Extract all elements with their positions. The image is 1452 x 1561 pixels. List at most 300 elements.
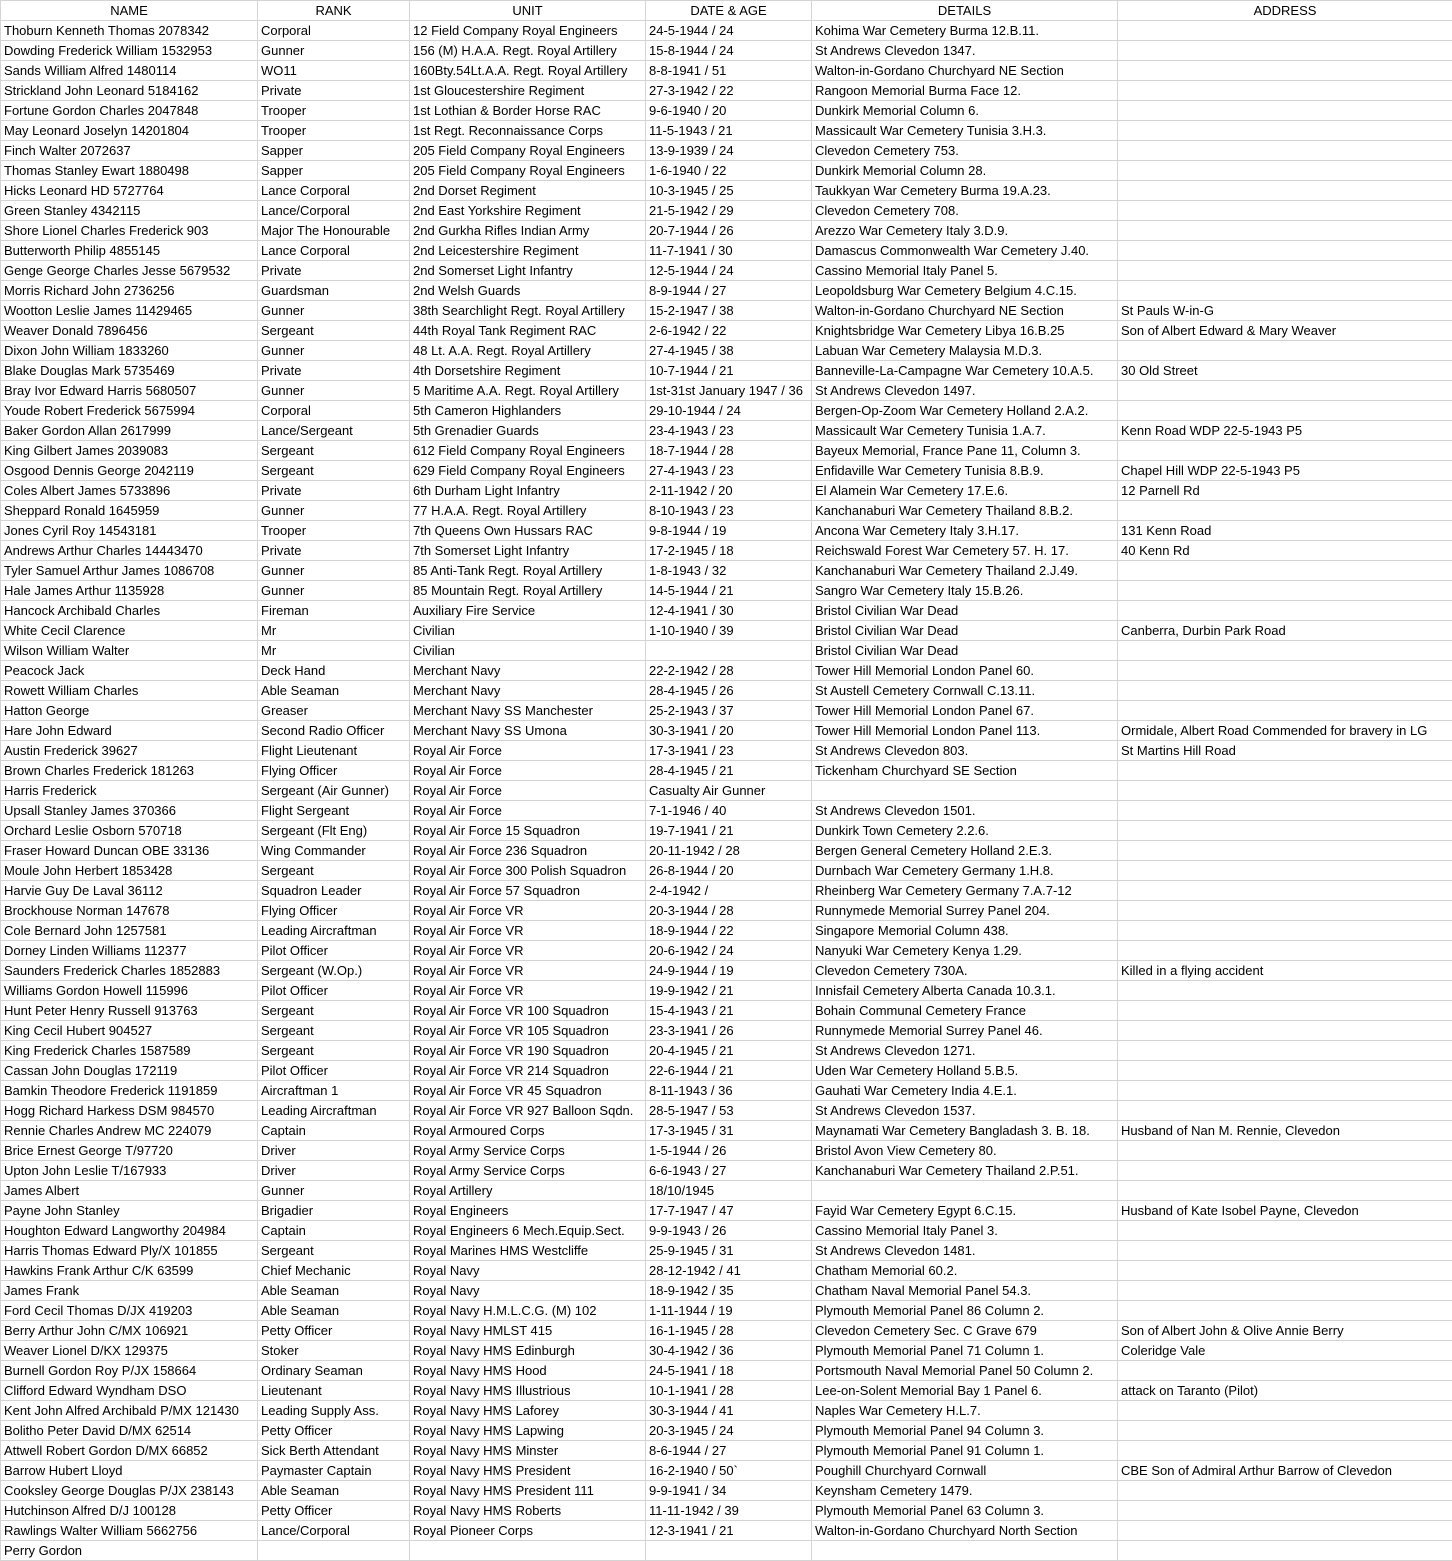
- cell-name[interactable]: Brown Charles Frederick 181263: [1, 761, 258, 781]
- cell-address[interactable]: [1118, 1261, 1452, 1281]
- cell-address[interactable]: [1118, 221, 1452, 241]
- cell-details[interactable]: Ancona War Cemetery Italy 3.H.17.: [812, 521, 1118, 541]
- cell-unit[interactable]: Royal Air Force: [410, 801, 646, 821]
- cell-name[interactable]: Bolitho Peter David D/MX 62514: [1, 1421, 258, 1441]
- cell-rank[interactable]: Aircraftman 1: [258, 1081, 410, 1101]
- cell-unit[interactable]: Royal Air Force: [410, 761, 646, 781]
- cell-rank[interactable]: Gunner: [258, 561, 410, 581]
- cell-rank[interactable]: Second Radio Officer: [258, 721, 410, 741]
- cell-details[interactable]: Clevedon Cemetery 730A.: [812, 961, 1118, 981]
- cell-details[interactable]: St Andrews Clevedon 1497.: [812, 381, 1118, 401]
- cell-rank[interactable]: Lance/Corporal: [258, 201, 410, 221]
- cell-rank[interactable]: Chief Mechanic: [258, 1261, 410, 1281]
- cell-unit[interactable]: Royal Navy H.M.L.C.G. (M) 102: [410, 1301, 646, 1321]
- cell-rank[interactable]: Leading Aircraftman: [258, 921, 410, 941]
- cell-address[interactable]: [1118, 441, 1452, 461]
- cell-name[interactable]: Burnell Gordon Roy P/JX 158664: [1, 1361, 258, 1381]
- cell-address[interactable]: [1118, 801, 1452, 821]
- cell-details[interactable]: Kohima War Cemetery Burma 12.B.11.: [812, 21, 1118, 41]
- cell-rank[interactable]: Lance/Corporal: [258, 1521, 410, 1541]
- cell-details[interactable]: Tickenham Churchyard SE Section: [812, 761, 1118, 781]
- cell-name[interactable]: Upton John Leslie T/167933: [1, 1161, 258, 1181]
- cell-details[interactable]: Dunkirk Memorial Column 28.: [812, 161, 1118, 181]
- cell-date-age[interactable]: 1-6-1940 / 22: [646, 161, 812, 181]
- cell-rank[interactable]: Paymaster Captain: [258, 1461, 410, 1481]
- cell-address[interactable]: [1118, 1081, 1452, 1101]
- cell-rank[interactable]: Major The Honourable: [258, 221, 410, 241]
- cell-details[interactable]: Maynamati War Cemetery Bangladash 3. B. 18.: [812, 1121, 1118, 1141]
- cell-date-age[interactable]: 19-9-1942 / 21: [646, 981, 812, 1001]
- cell-date-age[interactable]: Casualty Air Gunner: [646, 781, 812, 801]
- cell-date-age[interactable]: 2-11-1942 / 20: [646, 481, 812, 501]
- cell-address[interactable]: [1118, 1021, 1452, 1041]
- cell-date-age[interactable]: 14-5-1944 / 21: [646, 581, 812, 601]
- cell-address[interactable]: [1118, 1541, 1452, 1561]
- cell-details[interactable]: [812, 781, 1118, 801]
- cell-rank[interactable]: Flight Sergeant: [258, 801, 410, 821]
- cell-address[interactable]: Coleridge Vale: [1118, 1341, 1452, 1361]
- cell-address[interactable]: [1118, 1101, 1452, 1121]
- cell-date-age[interactable]: [646, 1541, 812, 1561]
- cell-details[interactable]: [812, 1181, 1118, 1201]
- cell-address[interactable]: [1118, 1221, 1452, 1241]
- cell-details[interactable]: Tower Hill Memorial London Panel 60.: [812, 661, 1118, 681]
- cell-address[interactable]: [1118, 881, 1452, 901]
- cell-date-age[interactable]: 16-1-1945 / 28: [646, 1321, 812, 1341]
- cell-details[interactable]: Walton-in-Gordano Churchyard NE Section: [812, 301, 1118, 321]
- cell-name[interactable]: James Albert: [1, 1181, 258, 1201]
- cell-date-age[interactable]: 1-11-1944 / 19: [646, 1301, 812, 1321]
- cell-name[interactable]: Rawlings Walter William 5662756: [1, 1521, 258, 1541]
- cell-unit[interactable]: Royal Army Service Corps: [410, 1161, 646, 1181]
- cell-rank[interactable]: Flying Officer: [258, 761, 410, 781]
- cell-date-age[interactable]: 28-5-1947 / 53: [646, 1101, 812, 1121]
- cell-date-age[interactable]: 1-8-1943 / 32: [646, 561, 812, 581]
- cell-name[interactable]: Houghton Edward Langworthy 204984: [1, 1221, 258, 1241]
- cell-unit[interactable]: 7th Somerset Light Infantry: [410, 541, 646, 561]
- cell-address[interactable]: 30 Old Street: [1118, 361, 1452, 381]
- cell-address[interactable]: [1118, 201, 1452, 221]
- cell-details[interactable]: [812, 1541, 1118, 1561]
- cell-details[interactable]: St Andrews Clevedon 1347.: [812, 41, 1118, 61]
- cell-address[interactable]: [1118, 101, 1452, 121]
- cell-date-age[interactable]: 10-1-1941 / 28: [646, 1381, 812, 1401]
- cell-rank[interactable]: Sergeant (W.Op.): [258, 961, 410, 981]
- cell-name[interactable]: Bray Ivor Edward Harris 5680507: [1, 381, 258, 401]
- cell-name[interactable]: Clifford Edward Wyndham DSO: [1, 1381, 258, 1401]
- cell-name[interactable]: Ford Cecil Thomas D/JX 419203: [1, 1301, 258, 1321]
- cell-unit[interactable]: Royal Air Force VR: [410, 961, 646, 981]
- cell-date-age[interactable]: 19-7-1941 / 21: [646, 821, 812, 841]
- cell-unit[interactable]: Auxiliary Fire Service: [410, 601, 646, 621]
- cell-rank[interactable]: Gunner: [258, 1181, 410, 1201]
- cell-name[interactable]: Coles Albert James 5733896: [1, 481, 258, 501]
- cell-details[interactable]: Runnymede Memorial Surrey Panel 46.: [812, 1021, 1118, 1041]
- cell-rank[interactable]: Leading Aircraftman: [258, 1101, 410, 1121]
- cell-unit[interactable]: Royal Navy HMS Laforey: [410, 1401, 646, 1421]
- cell-unit[interactable]: Royal Marines HMS Westcliffe: [410, 1241, 646, 1261]
- cell-name[interactable]: Shore Lionel Charles Frederick 903: [1, 221, 258, 241]
- cell-name[interactable]: Sheppard Ronald 1645959: [1, 501, 258, 521]
- cell-unit[interactable]: Civilian: [410, 641, 646, 661]
- cell-date-age[interactable]: 23-3-1941 / 26: [646, 1021, 812, 1041]
- cell-details[interactable]: St Austell Cemetery Cornwall C.13.11.: [812, 681, 1118, 701]
- cell-unit[interactable]: Royal Air Force VR: [410, 981, 646, 1001]
- cell-rank[interactable]: Sergeant: [258, 441, 410, 461]
- cell-rank[interactable]: Private: [258, 481, 410, 501]
- cell-address[interactable]: [1118, 281, 1452, 301]
- cell-date-age[interactable]: 11-11-1942 / 39: [646, 1501, 812, 1521]
- cell-name[interactable]: Rowett William Charles: [1, 681, 258, 701]
- cell-rank[interactable]: WO11: [258, 61, 410, 81]
- cell-name[interactable]: Hawkins Frank Arthur C/K 63599: [1, 1261, 258, 1281]
- cell-date-age[interactable]: 1st-31st January 1947 / 36: [646, 381, 812, 401]
- cell-details[interactable]: Walton-in-Gordano Churchyard North Section: [812, 1521, 1118, 1541]
- column-header-rank[interactable]: RANK: [258, 1, 410, 21]
- cell-rank[interactable]: Gunner: [258, 381, 410, 401]
- cell-date-age[interactable]: 27-4-1943 / 23: [646, 461, 812, 481]
- cell-date-age[interactable]: 8-8-1941 / 51: [646, 61, 812, 81]
- cell-unit[interactable]: Merchant Navy SS Umona: [410, 721, 646, 741]
- cell-name[interactable]: Harvie Guy De Laval 36112: [1, 881, 258, 901]
- cell-unit[interactable]: 2nd Dorset Regiment: [410, 181, 646, 201]
- cell-details[interactable]: Kanchanaburi War Cemetery Thailand 2.J.49.: [812, 561, 1118, 581]
- cell-date-age[interactable]: 9-8-1944 / 19: [646, 521, 812, 541]
- cell-unit[interactable]: 48 Lt. A.A. Regt. Royal Artillery: [410, 341, 646, 361]
- cell-date-age[interactable]: 9-6-1940 / 20: [646, 101, 812, 121]
- cell-rank[interactable]: Captain: [258, 1221, 410, 1241]
- cell-details[interactable]: Leopoldsburg War Cemetery Belgium 4.C.15.: [812, 281, 1118, 301]
- cell-date-age[interactable]: 7-1-1946 / 40: [646, 801, 812, 821]
- cell-date-age[interactable]: 9-9-1941 / 34: [646, 1481, 812, 1501]
- cell-unit[interactable]: 2nd Gurkha Rifles Indian Army: [410, 221, 646, 241]
- cell-details[interactable]: Keynsham Cemetery 1479.: [812, 1481, 1118, 1501]
- cell-name[interactable]: Weaver Lionel D/KX 129375: [1, 1341, 258, 1361]
- cell-name[interactable]: Saunders Frederick Charles 1852883: [1, 961, 258, 981]
- cell-name[interactable]: Peacock Jack: [1, 661, 258, 681]
- cell-unit[interactable]: Royal Navy HMS Roberts: [410, 1501, 646, 1521]
- cell-address[interactable]: 40 Kenn Rd: [1118, 541, 1452, 561]
- cell-address[interactable]: [1118, 1061, 1452, 1081]
- cell-rank[interactable]: Sergeant: [258, 1021, 410, 1041]
- cell-details[interactable]: St Andrews Clevedon 1481.: [812, 1241, 1118, 1261]
- cell-address[interactable]: Son of Albert John & Olive Annie Berry: [1118, 1321, 1452, 1341]
- cell-date-age[interactable]: 22-2-1942 / 28: [646, 661, 812, 681]
- cell-address[interactable]: [1118, 661, 1452, 681]
- cell-details[interactable]: Lee-on-Solent Memorial Bay 1 Panel 6.: [812, 1381, 1118, 1401]
- cell-details[interactable]: St Andrews Clevedon 803.: [812, 741, 1118, 761]
- cell-date-age[interactable]: 20-11-1942 / 28: [646, 841, 812, 861]
- cell-unit[interactable]: Royal Air Force 300 Polish Squadron: [410, 861, 646, 881]
- cell-rank[interactable]: Leading Supply Ass.: [258, 1401, 410, 1421]
- cell-unit[interactable]: 2nd Somerset Light Infantry: [410, 261, 646, 281]
- cell-date-age[interactable]: 20-3-1944 / 28: [646, 901, 812, 921]
- cell-rank[interactable]: Petty Officer: [258, 1501, 410, 1521]
- cell-name[interactable]: Hare John Edward: [1, 721, 258, 741]
- cell-name[interactable]: King Cecil Hubert 904527: [1, 1021, 258, 1041]
- cell-details[interactable]: Tower Hill Memorial London Panel 67.: [812, 701, 1118, 721]
- cell-unit[interactable]: Royal Navy HMS President: [410, 1461, 646, 1481]
- cell-name[interactable]: Sands William Alfred 1480114: [1, 61, 258, 81]
- cell-date-age[interactable]: 17-3-1941 / 23: [646, 741, 812, 761]
- cell-unit[interactable]: 12 Field Company Royal Engineers: [410, 21, 646, 41]
- cell-date-age[interactable]: 20-7-1944 / 26: [646, 221, 812, 241]
- cell-rank[interactable]: Trooper: [258, 121, 410, 141]
- cell-details[interactable]: Rheinberg War Cemetery Germany 7.A.7-12: [812, 881, 1118, 901]
- cell-details[interactable]: Knightsbridge War Cemetery Libya 16.B.25: [812, 321, 1118, 341]
- cell-address[interactable]: [1118, 241, 1452, 261]
- cell-name[interactable]: Payne John Stanley: [1, 1201, 258, 1221]
- cell-address[interactable]: [1118, 921, 1452, 941]
- cell-date-age[interactable]: 28-4-1945 / 21: [646, 761, 812, 781]
- cell-details[interactable]: Bergen General Cemetery Holland 2.E.3.: [812, 841, 1118, 861]
- cell-unit[interactable]: Royal Air Force: [410, 781, 646, 801]
- cell-date-age[interactable]: 23-4-1943 / 23: [646, 421, 812, 441]
- cell-unit[interactable]: Royal Air Force: [410, 741, 646, 761]
- cell-address[interactable]: [1118, 581, 1452, 601]
- cell-name[interactable]: Orchard Leslie Osborn 570718: [1, 821, 258, 841]
- cell-rank[interactable]: Corporal: [258, 401, 410, 421]
- cell-rank[interactable]: Able Seaman: [258, 1281, 410, 1301]
- cell-rank[interactable]: Gunner: [258, 341, 410, 361]
- cell-rank[interactable]: Able Seaman: [258, 1481, 410, 1501]
- cell-unit[interactable]: Royal Navy HMS Minster: [410, 1441, 646, 1461]
- cell-unit[interactable]: [410, 1541, 646, 1561]
- cell-unit[interactable]: 1st Regt. Reconnaissance Corps: [410, 121, 646, 141]
- cell-details[interactable]: Cassino Memorial Italy Panel 3.: [812, 1221, 1118, 1241]
- cell-address[interactable]: [1118, 41, 1452, 61]
- cell-details[interactable]: Bayeux Memorial, France Pane 11, Column 3.: [812, 441, 1118, 461]
- cell-address[interactable]: [1118, 121, 1452, 141]
- cell-date-age[interactable]: 22-6-1944 / 21: [646, 1061, 812, 1081]
- cell-rank[interactable]: Petty Officer: [258, 1421, 410, 1441]
- cell-unit[interactable]: Royal Air Force VR 105 Squadron: [410, 1021, 646, 1041]
- cell-date-age[interactable]: 17-2-1945 / 18: [646, 541, 812, 561]
- cell-date-age[interactable]: 24-9-1944 / 19: [646, 961, 812, 981]
- cell-address[interactable]: [1118, 341, 1452, 361]
- cell-date-age[interactable]: 30-3-1944 / 41: [646, 1401, 812, 1421]
- cell-unit[interactable]: Merchant Navy: [410, 681, 646, 701]
- cell-address[interactable]: [1118, 1521, 1452, 1541]
- cell-address[interactable]: Husband of Nan M. Rennie, Clevedon: [1118, 1121, 1452, 1141]
- cell-name[interactable]: Kent John Alfred Archibald P/MX 121430: [1, 1401, 258, 1421]
- cell-address[interactable]: St Pauls W-in-G: [1118, 301, 1452, 321]
- cell-rank[interactable]: Pilot Officer: [258, 1061, 410, 1081]
- column-header-address[interactable]: ADDRESS: [1118, 1, 1452, 21]
- cell-name[interactable]: Genge George Charles Jesse 5679532: [1, 261, 258, 281]
- cell-details[interactable]: Bristol Civilian War Dead: [812, 641, 1118, 661]
- cell-name[interactable]: Dowding Frederick William 1532953: [1, 41, 258, 61]
- cell-name[interactable]: Barrow Hubert Lloyd: [1, 1461, 258, 1481]
- cell-unit[interactable]: 5th Grenadier Guards: [410, 421, 646, 441]
- cell-date-age[interactable]: 6-6-1943 / 27: [646, 1161, 812, 1181]
- cell-name[interactable]: Morris Richard John 2736256: [1, 281, 258, 301]
- cell-date-age[interactable]: 9-9-1943 / 26: [646, 1221, 812, 1241]
- cell-details[interactable]: Rangoon Memorial Burma Face 12.: [812, 81, 1118, 101]
- cell-address[interactable]: [1118, 1241, 1452, 1261]
- cell-rank[interactable]: Sergeant: [258, 321, 410, 341]
- cell-address[interactable]: [1118, 761, 1452, 781]
- cell-unit[interactable]: Royal Navy HMS Illustrious: [410, 1381, 646, 1401]
- cell-unit[interactable]: 5th Cameron Highlanders: [410, 401, 646, 421]
- cell-address[interactable]: [1118, 1301, 1452, 1321]
- cell-name[interactable]: Moule John Herbert 1853428: [1, 861, 258, 881]
- cell-rank[interactable]: Petty Officer: [258, 1321, 410, 1341]
- cell-date-age[interactable]: 26-8-1944 / 20: [646, 861, 812, 881]
- cell-address[interactable]: [1118, 181, 1452, 201]
- cell-name[interactable]: Strickland John Leonard 5184162: [1, 81, 258, 101]
- cell-details[interactable]: Chatham Memorial 60.2.: [812, 1261, 1118, 1281]
- cell-name[interactable]: Upsall Stanley James 370366: [1, 801, 258, 821]
- cell-address[interactable]: [1118, 841, 1452, 861]
- cell-address[interactable]: Canberra, Durbin Park Road: [1118, 621, 1452, 641]
- cell-rank[interactable]: Pilot Officer: [258, 981, 410, 1001]
- cell-date-age[interactable]: 18-9-1942 / 35: [646, 1281, 812, 1301]
- cell-details[interactable]: Dunkirk Memorial Column 6.: [812, 101, 1118, 121]
- cell-address[interactable]: [1118, 161, 1452, 181]
- cell-date-age[interactable]: 8-6-1944 / 27: [646, 1441, 812, 1461]
- cell-name[interactable]: Dorney Linden Williams 112377: [1, 941, 258, 961]
- cell-name[interactable]: Cole Bernard John 1257581: [1, 921, 258, 941]
- cell-name[interactable]: Hunt Peter Henry Russell 913763: [1, 1001, 258, 1021]
- cell-details[interactable]: Portsmouth Naval Memorial Panel 50 Column 2.: [812, 1361, 1118, 1381]
- cell-details[interactable]: Plymouth Memorial Panel 86 Column 2.: [812, 1301, 1118, 1321]
- cell-name[interactable]: Wootton Leslie James 11429465: [1, 301, 258, 321]
- cell-date-age[interactable]: 18-7-1944 / 28: [646, 441, 812, 461]
- cell-unit[interactable]: 6th Durham Light Infantry: [410, 481, 646, 501]
- cell-details[interactable]: Dunkirk Town Cemetery 2.2.6.: [812, 821, 1118, 841]
- cell-rank[interactable]: Flight Lieutenant: [258, 741, 410, 761]
- cell-rank[interactable]: Lieutenant: [258, 1381, 410, 1401]
- cell-details[interactable]: Damascus Commonwealth War Cemetery J.40.: [812, 241, 1118, 261]
- cell-details[interactable]: Gauhati War Cemetery India 4.E.1.: [812, 1081, 1118, 1101]
- cell-name[interactable]: Baker Gordon Allan 2617999: [1, 421, 258, 441]
- cell-name[interactable]: Bamkin Theodore Frederick 1191859: [1, 1081, 258, 1101]
- cell-rank[interactable]: Sapper: [258, 141, 410, 161]
- cell-unit[interactable]: Royal Navy HMLST 415: [410, 1321, 646, 1341]
- cell-name[interactable]: Cassan John Douglas 172119: [1, 1061, 258, 1081]
- cell-rank[interactable]: Greaser: [258, 701, 410, 721]
- cell-unit[interactable]: 7th Queens Own Hussars RAC: [410, 521, 646, 541]
- cell-date-age[interactable]: 2-6-1942 / 22: [646, 321, 812, 341]
- cell-unit[interactable]: Merchant Navy: [410, 661, 646, 681]
- cell-unit[interactable]: 629 Field Company Royal Engineers: [410, 461, 646, 481]
- cell-rank[interactable]: Gunner: [258, 501, 410, 521]
- cell-date-age[interactable]: 25-9-1945 / 31: [646, 1241, 812, 1261]
- cell-rank[interactable]: Trooper: [258, 101, 410, 121]
- cell-details[interactable]: Durnbach War Cemetery Germany 1.H.8.: [812, 861, 1118, 881]
- cell-details[interactable]: Walton-in-Gordano Churchyard NE Section: [812, 61, 1118, 81]
- cell-name[interactable]: Thomas Stanley Ewart 1880498: [1, 161, 258, 181]
- cell-name[interactable]: Jones Cyril Roy 14543181: [1, 521, 258, 541]
- cell-details[interactable]: Bristol Civilian War Dead: [812, 621, 1118, 641]
- cell-date-age[interactable]: 15-2-1947 / 38: [646, 301, 812, 321]
- cell-date-age[interactable]: 17-3-1945 / 31: [646, 1121, 812, 1141]
- cell-name[interactable]: Cooksley George Douglas P/JX 238143: [1, 1481, 258, 1501]
- cell-details[interactable]: Plymouth Memorial Panel 91 Column 1.: [812, 1441, 1118, 1461]
- cell-unit[interactable]: Royal Air Force VR: [410, 921, 646, 941]
- cell-rank[interactable]: Private: [258, 261, 410, 281]
- cell-unit[interactable]: Royal Air Force 236 Squadron: [410, 841, 646, 861]
- cell-address[interactable]: [1118, 701, 1452, 721]
- cell-details[interactable]: Tower Hill Memorial London Panel 113.: [812, 721, 1118, 741]
- cell-name[interactable]: Hatton George: [1, 701, 258, 721]
- cell-date-age[interactable]: 10-3-1945 / 25: [646, 181, 812, 201]
- cell-name[interactable]: Dixon John William 1833260: [1, 341, 258, 361]
- cell-rank[interactable]: Private: [258, 541, 410, 561]
- cell-rank[interactable]: Gunner: [258, 301, 410, 321]
- cell-details[interactable]: Poughill Churchyard Cornwall: [812, 1461, 1118, 1481]
- cell-name[interactable]: Hutchinson Alfred D/J 100128: [1, 1501, 258, 1521]
- column-header-name[interactable]: NAME: [1, 1, 258, 21]
- cell-address[interactable]: Husband of Kate Isobel Payne, Clevedon: [1118, 1201, 1452, 1221]
- cell-unit[interactable]: Royal Air Force VR 927 Balloon Sqdn.: [410, 1101, 646, 1121]
- cell-date-age[interactable]: 21-5-1942 / 29: [646, 201, 812, 221]
- cell-name[interactable]: Rennie Charles Andrew MC 224079: [1, 1121, 258, 1141]
- cell-address[interactable]: Killed in a flying accident: [1118, 961, 1452, 981]
- cell-unit[interactable]: Royal Navy HMS Hood: [410, 1361, 646, 1381]
- cell-address[interactable]: attack on Taranto (Pilot): [1118, 1381, 1452, 1401]
- cell-details[interactable]: Singapore Memorial Column 438.: [812, 921, 1118, 941]
- cell-unit[interactable]: 5 Maritime A.A. Regt. Royal Artillery: [410, 381, 646, 401]
- cell-name[interactable]: Harris Frederick: [1, 781, 258, 801]
- cell-rank[interactable]: Gunner: [258, 41, 410, 61]
- cell-date-age[interactable]: 11-7-1941 / 30: [646, 241, 812, 261]
- cell-rank[interactable]: Driver: [258, 1141, 410, 1161]
- cell-address[interactable]: [1118, 1001, 1452, 1021]
- cell-date-age[interactable]: 18-9-1944 / 22: [646, 921, 812, 941]
- cell-address[interactable]: CBE Son of Admiral Arthur Barrow of Clevedon: [1118, 1461, 1452, 1481]
- cell-unit[interactable]: 4th Dorsetshire Regiment: [410, 361, 646, 381]
- cell-name[interactable]: Tyler Samuel Arthur James 1086708: [1, 561, 258, 581]
- cell-address[interactable]: Chapel Hill WDP 22-5-1943 P5: [1118, 461, 1452, 481]
- cell-details[interactable]: Clevedon Cemetery 708.: [812, 201, 1118, 221]
- cell-address[interactable]: [1118, 1141, 1452, 1161]
- cell-date-age[interactable]: 16-2-1940 / 50`: [646, 1461, 812, 1481]
- cell-details[interactable]: Reichswald Forest War Cemetery 57. H. 17.: [812, 541, 1118, 561]
- cell-rank[interactable]: Sergeant: [258, 1041, 410, 1061]
- cell-date-age[interactable]: 29-10-1944 / 24: [646, 401, 812, 421]
- cell-unit[interactable]: Royal Navy HMS Lapwing: [410, 1421, 646, 1441]
- cell-details[interactable]: St Andrews Clevedon 1271.: [812, 1041, 1118, 1061]
- cell-date-age[interactable]: 15-4-1943 / 21: [646, 1001, 812, 1021]
- cell-address[interactable]: [1118, 381, 1452, 401]
- cell-unit[interactable]: Royal Air Force 57 Squadron: [410, 881, 646, 901]
- cell-address[interactable]: [1118, 601, 1452, 621]
- cell-details[interactable]: St Andrews Clevedon 1537.: [812, 1101, 1118, 1121]
- cell-details[interactable]: Bristol Civilian War Dead: [812, 601, 1118, 621]
- cell-name[interactable]: Blake Douglas Mark 5735469: [1, 361, 258, 381]
- cell-name[interactable]: Williams Gordon Howell 115996: [1, 981, 258, 1001]
- cell-name[interactable]: Thoburn Kenneth Thomas 2078342: [1, 21, 258, 41]
- cell-address[interactable]: Ormidale, Albert Road Commended for bravery in LG: [1118, 721, 1452, 741]
- cell-rank[interactable]: Pilot Officer: [258, 941, 410, 961]
- cell-name[interactable]: Harris Thomas Edward Ply/X 101855: [1, 1241, 258, 1261]
- cell-name[interactable]: Butterworth Philip 4855145: [1, 241, 258, 261]
- cell-unit[interactable]: Royal Air Force VR 190 Squadron: [410, 1041, 646, 1061]
- cell-address[interactable]: [1118, 1281, 1452, 1301]
- cell-rank[interactable]: Sergeant: [258, 1241, 410, 1261]
- cell-details[interactable]: Massicault War Cemetery Tunisia 3.H.3.: [812, 121, 1118, 141]
- cell-address[interactable]: [1118, 141, 1452, 161]
- cell-unit[interactable]: 85 Anti-Tank Regt. Royal Artillery: [410, 561, 646, 581]
- cell-name[interactable]: Finch Walter 2072637: [1, 141, 258, 161]
- cell-details[interactable]: Sangro War Cemetery Italy 15.B.26.: [812, 581, 1118, 601]
- cell-rank[interactable]: Ordinary Seaman: [258, 1361, 410, 1381]
- cell-unit[interactable]: Royal Navy: [410, 1281, 646, 1301]
- cell-address[interactable]: [1118, 1481, 1452, 1501]
- cell-address[interactable]: [1118, 1181, 1452, 1201]
